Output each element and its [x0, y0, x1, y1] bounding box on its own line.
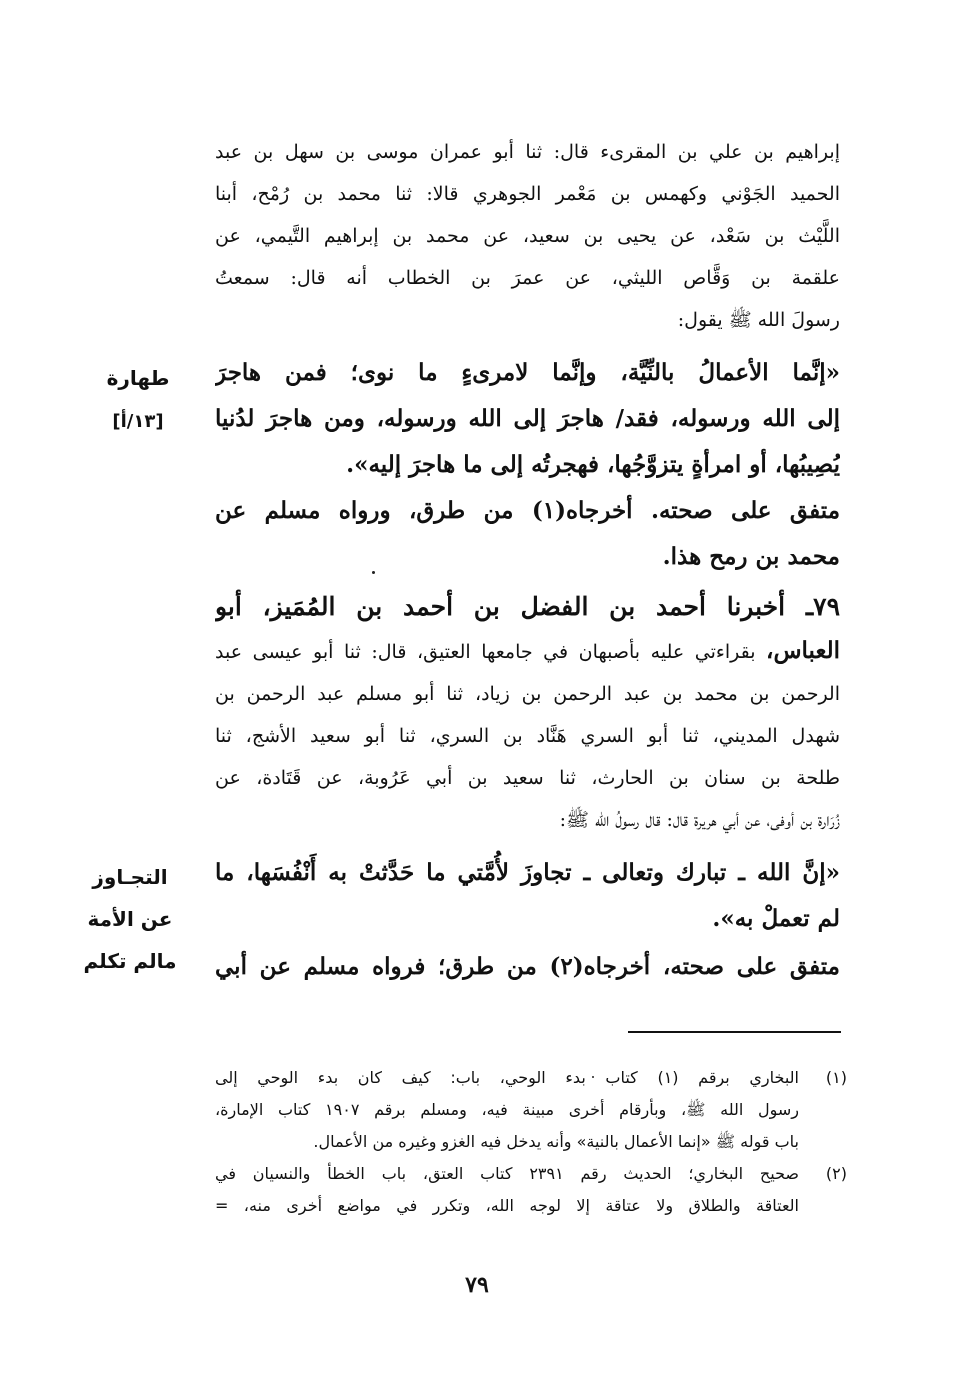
text-line: «إنَّما الأعمالُ بالنِّيَّة، وإنَّما لامرىءٍ ما نوى؛ فمن هاجرَ — [215, 359, 840, 386]
margin-note-line: مالم تكلم — [83, 949, 177, 973]
text-line: اللَّيْث بن سَعْد، عن يحيى بن سعيد، عن محمد بن إبراهيم التَّيمي، عن — [215, 225, 840, 247]
footnotes — [215, 1062, 847, 1222]
text-line: يُصِيبُها، أو امرأةٍ يتزوَّجُها، فهجرتُه إلى ما هاجرَ إليه». — [346, 451, 840, 478]
text-line: الرحمن بن محمد بن عبد الرحمن بن زياد، ثنا أبو مسلم عبد الرحمن بن — [215, 683, 840, 705]
text-line: شهدل المديني، ثنا أبو السري هَنَّاد بن السري، ثنا أبو سعيد الأشج، ثنا — [215, 725, 840, 747]
footnote-separator — [628, 1031, 841, 1033]
margin-note-tajawuz — [74, 856, 186, 982]
margin-note-line: التجـاوز — [92, 865, 168, 889]
text-line: إبراهيم بن علي بن المقرىء قال: ثنا أبو عمران موسى بن سهل بن عبد — [215, 141, 840, 163]
text-line: متفق على صحته. أخرجاه(١) من طرق، ورواه مسلم عن — [215, 497, 840, 524]
footnote-line: باب قوله ﷺ «إنما الأعمال بالنية» وأنه يدخل فيه الغزو وغيره من الأعمال. — [313, 1132, 799, 1151]
text-line: إلى الله ورسوله، فقد/ هاجرَ إلى الله ورسوله، ومن هاجرَ لدُنيا — [215, 405, 840, 432]
narrator-name: العباس، — [766, 637, 840, 664]
text-line: محمد بن رمح هذا. — [662, 543, 840, 570]
text-line: رسولَ الله ﷺ يقول: — [677, 309, 840, 331]
footnote-number: (٢) — [825, 1164, 847, 1183]
footnote-number: (١) — [825, 1068, 847, 1087]
text-line: لم تعملْ به». — [712, 905, 840, 932]
text-line: متفق على صحته، أخرجاه(٢) من طرق؛ فرواه مسلم عن أبي — [215, 953, 840, 980]
margin-note-tahara — [88, 358, 188, 442]
text-line: «إنَّ الله ـ تبارك وتعالى ـ تجاوزَ لأُمَّتي ما حَدَّثتْ به أَنْفُسَها، ما — [215, 859, 840, 886]
takhrij-paragraph-1 — [215, 488, 840, 580]
hadith-heading-79 — [215, 584, 840, 630]
isnad-paragraph-1 — [215, 131, 840, 341]
margin-note-line: عن الأمة — [87, 907, 173, 931]
hadith-text-2 — [215, 850, 840, 942]
text-line: علقمة بن وَقَّاص الليثي، عن عمرَ بن الخطاب أنه قال: سمعتُ — [215, 267, 840, 289]
footnote-1 — [215, 1062, 847, 1158]
margin-note-title: طهارة — [106, 366, 170, 390]
text-run: بقراءتي عليه بأصبهان في جامعها العتيق، قال: ثنا أبو عيسى عبد — [215, 641, 767, 663]
takhrij-paragraph-2 — [215, 944, 840, 990]
footnote-line: رسول الله ﷺ، وبأرقام أخرى مبينة فيه، ومسلم برقم ١٩٠٧ كتاب الإمارة، — [215, 1100, 799, 1119]
scan-speck — [372, 571, 375, 574]
page-number: ٧٩ — [465, 1272, 489, 1298]
footnote-line: البخاري برقم (١) كتاب بدء الوحي، باب: كيف كان بدء الوحي إلى — [215, 1068, 799, 1087]
text-line: الحميد الجَوْني وكهمس بن مَعْمر الجوهري قالا: ثنا محمد بن رُمْح، أبنا — [215, 183, 840, 205]
footnote-2 — [215, 1158, 847, 1222]
text-line: زُرَارة بن أوفى، عن أبي هريرة قال: قال رسولُ الله ﷺ: — [559, 809, 840, 831]
heading-line: ٧٩ـ أخبرنا أحمد بن الفضل بن أحمد بن المُمَيز، أبو — [215, 592, 840, 621]
text-line: طلحة بن سنان بن الحارث، ثنا سعيد بن أبي عَرُوبة، عن قَتَادة، عن — [215, 767, 840, 789]
manuscript-folio-ref: [١٣/أ] — [112, 411, 164, 432]
footnote-line: صحيح البخاري؛ الحديث رقم ٢٣٩١ كتاب العتق، باب الخطأ والنسيان في — [215, 1164, 799, 1183]
isnad-paragraph-2 — [215, 630, 840, 841]
text-line — [215, 630, 840, 673]
footnote-line: العتاقة والطلاق ولا عتاقة إلا لوجه الله، وتكرر في مواضع أخرى منه، = — [215, 1196, 799, 1215]
hadith-text-1 — [215, 350, 840, 488]
